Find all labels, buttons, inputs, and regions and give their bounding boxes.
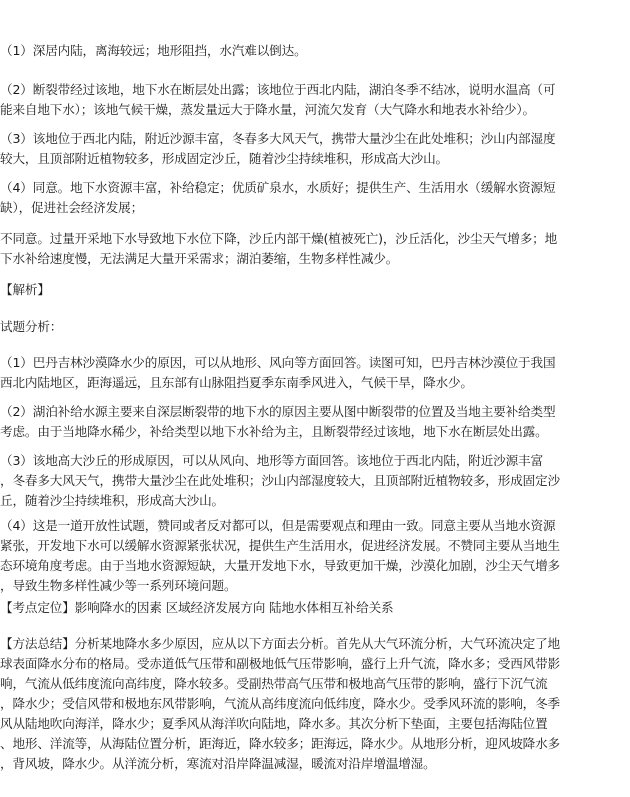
kaodian-line: 【考点定位】影响降水的因素 区域经济发展方向 陆地水体相互补给关系: [0, 600, 394, 615]
analysis-part-1: （1）巴丹吉林沙漠降水少的原因，可以从地形、风向等方面回答。读图可知，巴丹吉林沙漠位于我国 西北内陆地区，距海遥远，且东部有山脉阻挡夏季东南季风进入，气候干旱，降水少。: [0, 355, 556, 390]
answer-part-1: （1）深居内陆，离海较远；地形阻挡，水汽难以倒达。: [0, 43, 307, 58]
answer-part-4-disagree: 不同意。过量开采地下水导致地下水位下降，沙丘内部干燥(植被死亡)，沙丘活化，沙尘天气增多；地 下水补给速度慢，无法满足大量开采需求；湖泊萎缩，生物多样性减少。: [0, 231, 558, 266]
answer-part-2: （2）断裂带经过该地，地下水在断层处出露；该地位于西北内陆，湖泊冬季不结冰，说明水温高（可 能来自地下水）；该地气候干燥，蒸发量远大于降水量，河流欠发育（大气降水和地表水补给少）。: [0, 82, 556, 117]
analysis-heading: 【解析】: [0, 282, 50, 297]
answer-part-4-agree: （4）同意。地下水资源丰富，补给稳定；优质矿泉水，水质好；提供生产、生活用水（缓解水资源短 缺），促进社会经济发展；: [0, 180, 556, 215]
answer-part-3: （3）该地位于西北内陆，附近沙源丰富，冬春多大风天气，携带大量沙尘在此处堆积；沙山内部湿度 较大，且顶部附近植物较多，形成固定沙丘，随着沙尘持续堆积，形成高大沙山。: [0, 131, 556, 166]
analysis-part-3: （3）该地高大沙丘的形成原因，可以从风向、地形等方面回答。该地位于西北内陆，附近沙源丰富 ，冬春多大风天气，携带大量沙尘在此处堆积；沙山内部湿度较大，且顶部附近植物较多，形成固定沙 丘，随着沙尘持续堆积，形成高大沙山。: [0, 453, 560, 508]
analysis-intro: 试题分析：: [0, 319, 63, 334]
analysis-part-4: （4）这是一道开放性试题，赞同或者反对都可以，但是需要观点和理由一致。同意主要从当地水资源 紧张，开发地下水可以缓解水资源紧张状况，提供生产生活用水，促进经济发展。不赞同主要从当地生 态环境角度考虑。由于当地水资源短缺，大量开发地下水，导致更加干燥，沙漠化加剧，沙尘天气增多 ，导致生物多样性减少等一系列环境问题。: [0, 518, 560, 593]
analysis-part-2: （2）湖泊补给水源主要来自深层断裂带的地下水的原因主要从图中断裂带的位置及当地主要补给类型 考虑。由于当地降水稀少，补给类型以地下水补给为主，且断裂带经过该地，地下水在断层处出露。: [0, 404, 556, 439]
method-summary: 【方法总结】分析某地降水多少原因，应从以下方面去分析。首先从大气环流分析，大气环流决定了地 球表面降水分布的格局。受赤道低气压带和副极地低气压带影响，盛行上升气流，降水多；受西风带影 响，气流从低纬度流向高纬度，降水较多。受副热带高气压带和极地高气压带的影响，盛行下沉气流 ，降水少；受信风带和极地东风带影响，气流从高纬度流向低纬度，降水少。受季风环流的影响，冬季 风从陆地吹向海洋，降水少；夏季风从海洋吹向陆地，降水多。其次分析下垫面，主要包括海陆位置 、地形、洋流等，从海陆位置分析，距海近，降水较多；距海远，降水少。从地形分析，迎风坡降水多 ，背风坡，降水少。从洋流分析，寒流对沿岸降温减湿，暖流对沿岸增温增湿。: [0, 636, 560, 771]
